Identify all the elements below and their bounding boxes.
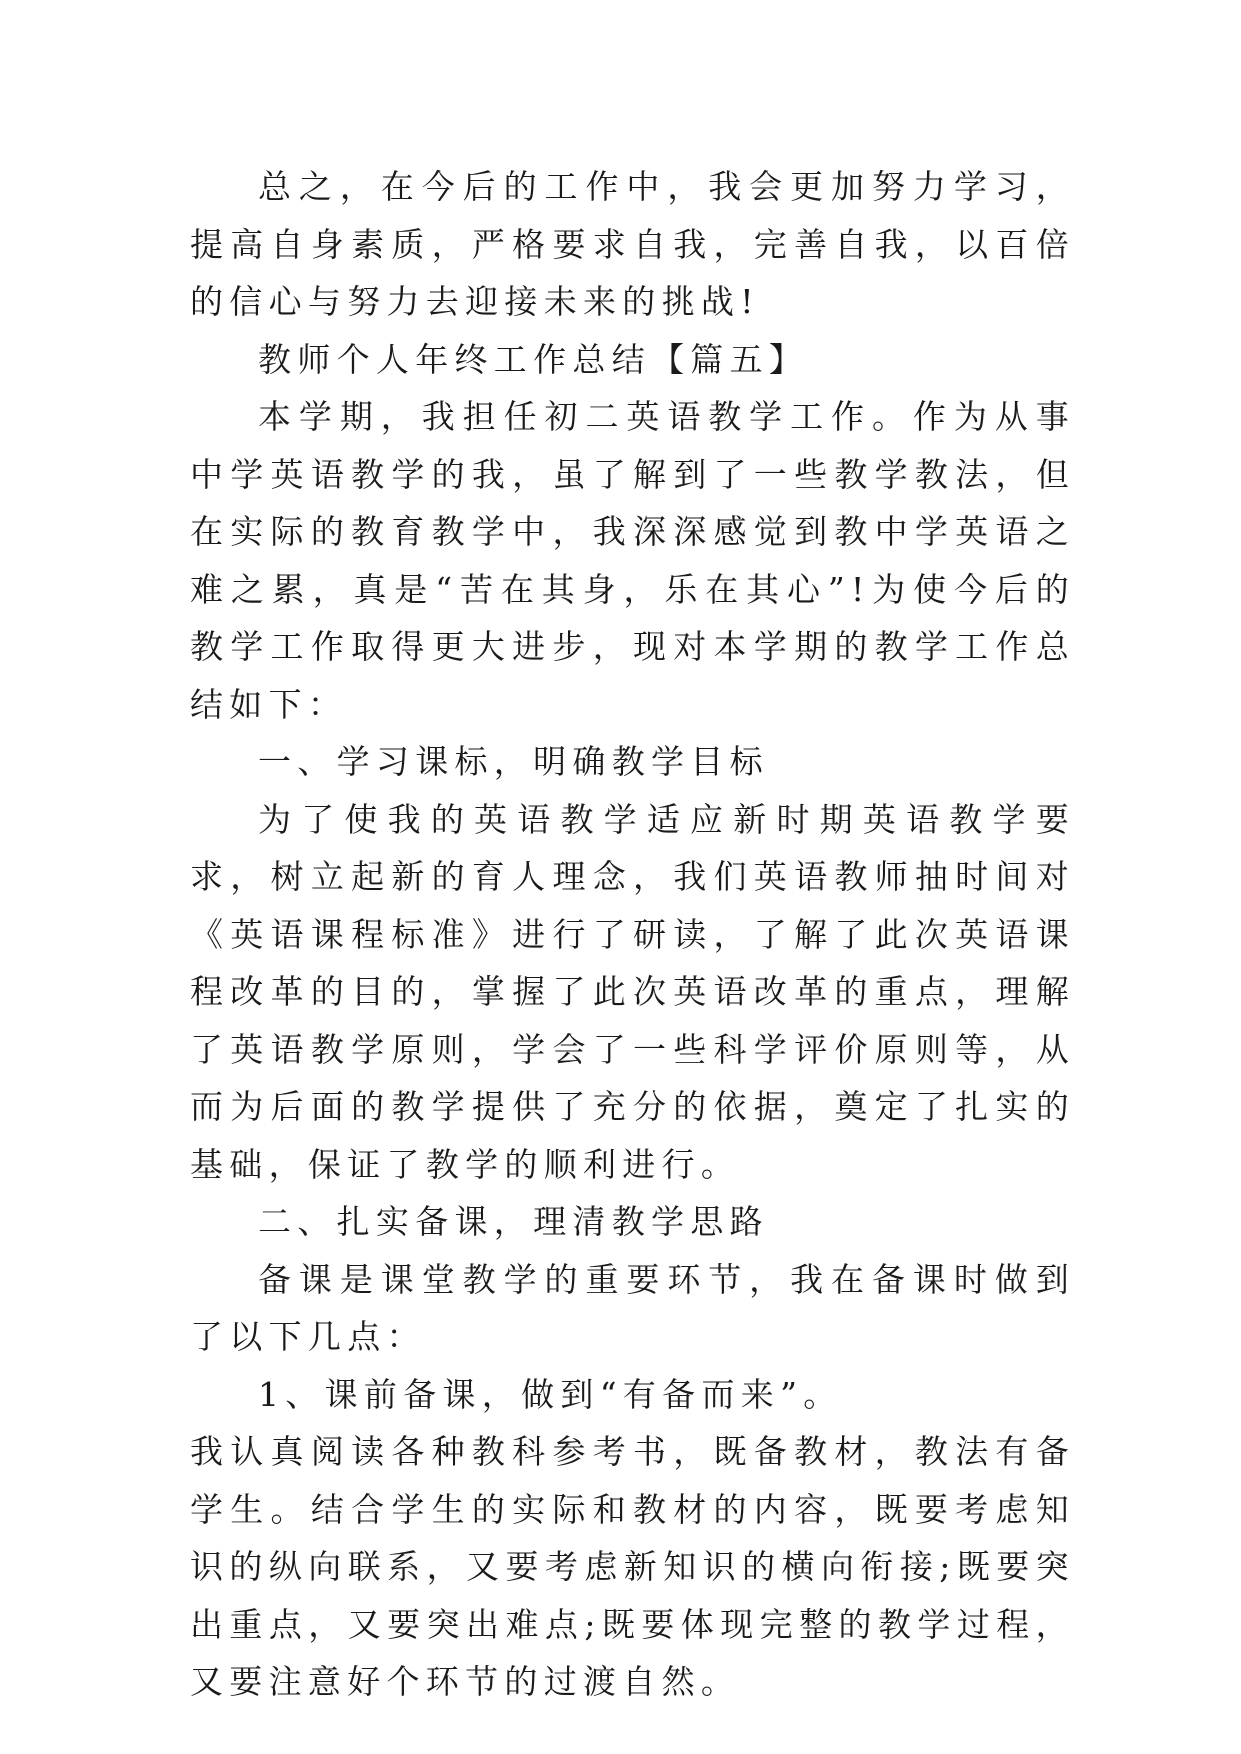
heading-one: 一、学习课标，明确教学目标 xyxy=(258,742,769,781)
paragraph-curriculum: 为了使我的英语教学适应新时期英语教学要求，树立起新的育人理念，我们英语教师抽时间对《英语课程标准》进行了研读，了解了此次英语课程改革的目的，掌握了此次英语改革的重点，理解了英语教学原则，学会了一些科学评价原则等，从而为后面的教学提供了充分的依据，奠定了扎实的基础，保证了教学的顺利进行。 xyxy=(190,799,1075,1184)
paragraph-conclusion: 总之，在今后的工作中，我会更加努力学习，提高自身素质，严格要求自我，完善自我，以百倍的信心与努力去迎接未来的挑战! xyxy=(190,167,1075,321)
document-body xyxy=(190,158,1075,1711)
paragraph-lesson-prep: 备课是课堂教学的重要环节，我在备课时做到了以下几点： xyxy=(190,1259,1075,1356)
paragraph-intro: 本学期，我担任初二英语教学工作。作为从事中学英语教学的我，虽了解到了一些教学教法，但在实际的教育教学中，我深深感觉到教中学英语之难之累，真是“苦在其身，乐在其心”!为使今后的教学工作取得更大进步，现对本学期的教学工作总结如下： xyxy=(190,397,1075,724)
section-title: 教师个人年终工作总结【篇五】 xyxy=(258,339,809,379)
heading-two: 二、扎实备课，理清教学思路 xyxy=(258,1202,769,1241)
paragraph-prep-details: 我认真阅读各种教科参考书，既备教材，教法有备学生。结合学生的实际和教材的内容，既要考虑知识的纵向联系，又要考虑新知识的横向衔接;既要突出重点，又要突出难点;既要体现完整的教学过程，又要注意好个环节的过渡自然。 xyxy=(190,1432,1075,1701)
subheading-one: 1、课前备课，做到“有备而来”。 xyxy=(258,1374,843,1414)
